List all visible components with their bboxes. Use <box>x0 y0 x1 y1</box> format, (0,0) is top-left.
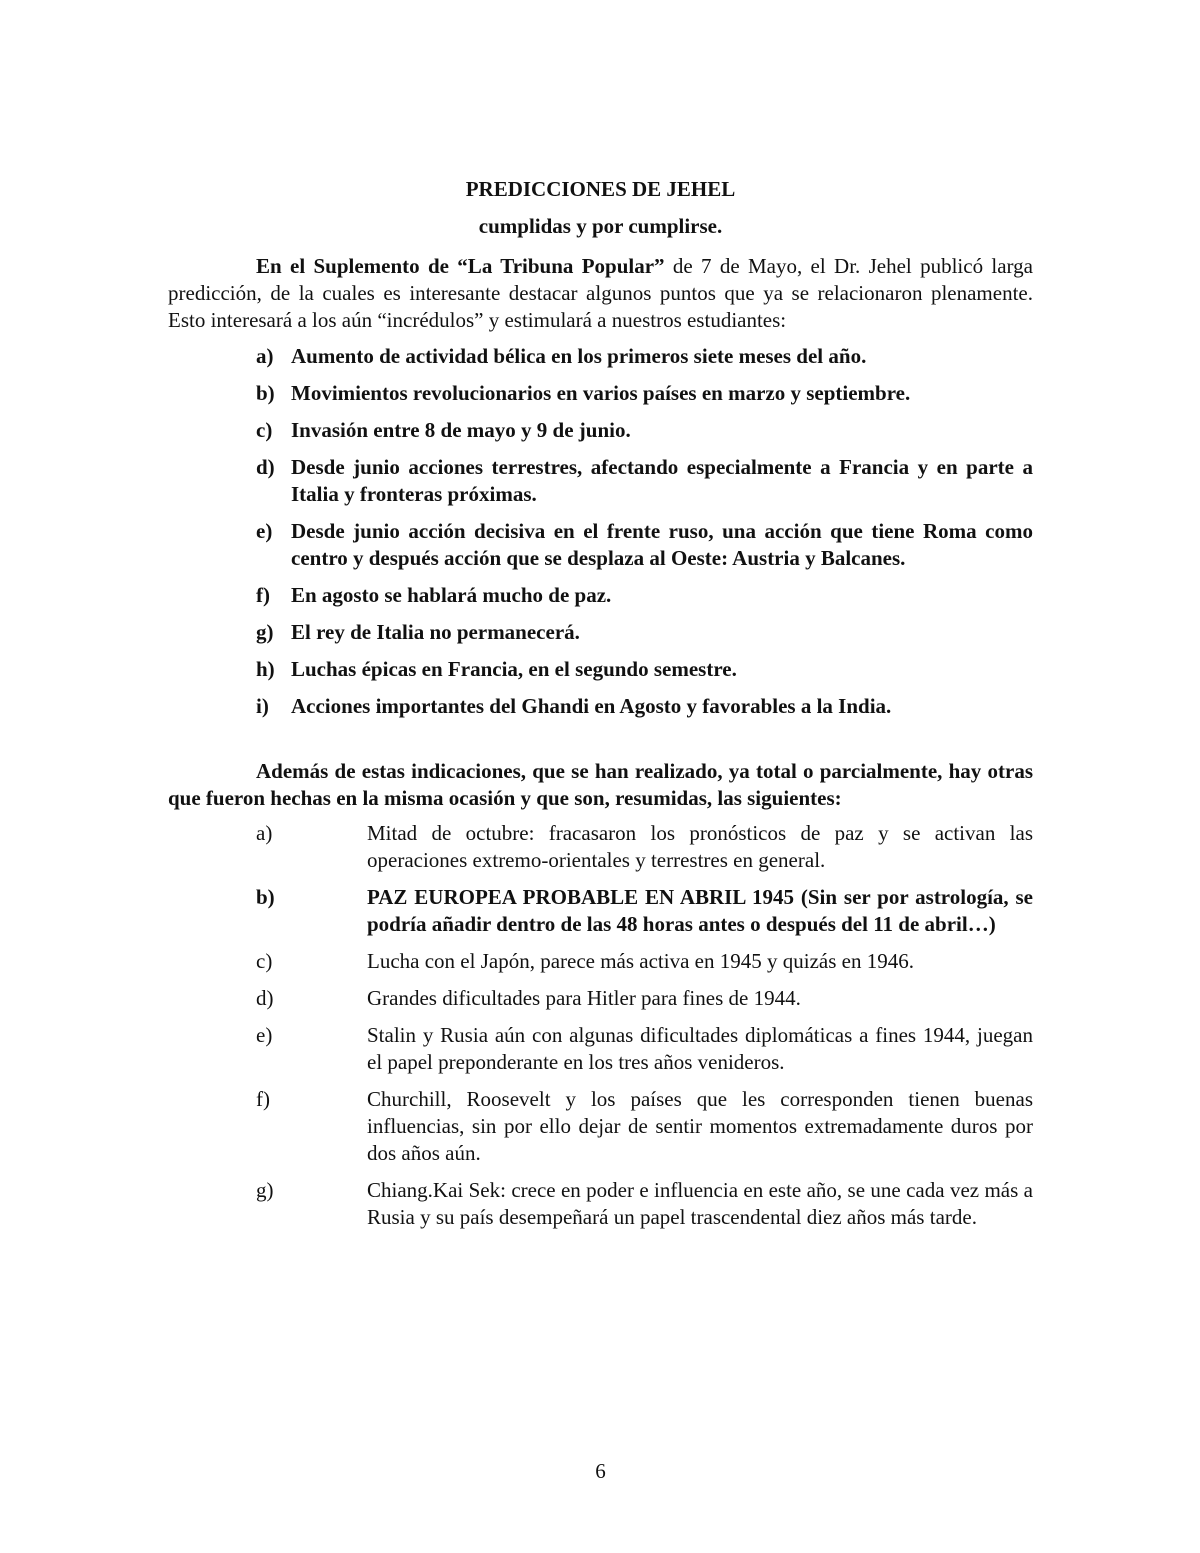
list-marker: h) <box>256 657 275 681</box>
list-marker: b) <box>256 381 275 405</box>
list-item <box>256 454 1033 508</box>
list-item <box>256 656 1033 683</box>
list-marker: d) <box>256 455 275 479</box>
list-item-text: Invasión entre 8 de mayo y 9 de junio. <box>291 418 631 442</box>
intro-lead: En el Suplemento de “La Tribuna Popular” <box>256 254 665 278</box>
list-item <box>256 948 1033 975</box>
list-item <box>256 1022 1033 1076</box>
list-item <box>256 380 1033 407</box>
list-item-highlighted <box>256 884 1033 938</box>
document-subtitle: cumplidas y por cumplirse. <box>478 214 723 238</box>
list-marker: c) <box>256 949 273 973</box>
list-item-text: Grandes dificultades para Hitler para fines de 1944. <box>367 986 801 1010</box>
list-item-text: Stalin y Rusia aún con algunas dificultades diplomáticas a fines 1944, juegan el papel preponderante en los tres años venideros. <box>367 1023 1033 1074</box>
second-paragraph-text: Además de estas indicaciones, que se han realizado, ya total o parcialmente, hay otras que fueron hechas en la misma ocasión y que son, resumidas, las siguientes: <box>168 759 1033 810</box>
list-item-text: Aumento de actividad bélica en los primeros siete meses del año. <box>291 344 867 368</box>
list-item-text: Movimientos revolucionarios en varios países en marzo y septiembre. <box>291 381 911 405</box>
list-item-text: Desde junio acción decisiva en el frente ruso, una acción que tiene Roma como centro y después acción que se desplaza al Oeste: Austria y Balcanes. <box>291 519 1033 570</box>
fulfilled-predictions-list <box>256 343 1033 730</box>
list-marker: g) <box>256 620 274 644</box>
intro-paragraph <box>168 253 1033 334</box>
list-item <box>256 343 1033 370</box>
list-item-text: El rey de Italia no permanecerá. <box>291 620 580 644</box>
second-paragraph <box>168 758 1033 812</box>
list-item <box>256 693 1033 720</box>
list-marker: a) <box>256 821 273 845</box>
list-item-text: Mitad de octubre: fracasaron los pronósticos de paz y se activan las operaciones extremo-orientales y terrestres en general. <box>367 821 1033 872</box>
list-item <box>256 417 1033 444</box>
list-item <box>256 820 1033 874</box>
intro-text: de 7 de Mayo, el Dr. Jehel publicó larga predicción, de la cuales es interesante destacar algunos puntos que ya se relacionaron plenamente. Esto interesará a los aún “incrédulos” y estimulará a nuestros estudiantes: <box>168 254 1033 332</box>
list-marker: g) <box>256 1178 274 1202</box>
list-item <box>256 518 1033 572</box>
list-marker: d) <box>256 986 274 1010</box>
list-item-text: Desde junio acciones terrestres, afectando especialmente a Francia y en parte a Italia y fronteras próximas. <box>291 455 1033 506</box>
list-item <box>256 1177 1033 1231</box>
pending-predictions-list <box>256 820 1033 1241</box>
list-marker: e) <box>256 1023 273 1047</box>
list-item <box>256 619 1033 646</box>
list-marker: c) <box>256 418 273 442</box>
list-marker: e) <box>256 519 273 543</box>
list-item-text: En agosto se hablará mucho de paz. <box>291 583 612 607</box>
list-marker: f) <box>256 583 270 607</box>
list-marker: f) <box>256 1087 270 1111</box>
list-item-text: Lucha con el Japón, parece más activa en 1945 y quizás en 1946. <box>367 949 914 973</box>
list-marker: b) <box>256 885 275 909</box>
list-item <box>256 985 1033 1012</box>
list-item-text: Acciones importantes del Ghandi en Agosto y favorables a la India. <box>291 694 892 718</box>
document-title: PREDICCIONES DE JEHEL <box>465 177 736 201</box>
list-item <box>256 582 1033 609</box>
list-marker: a) <box>256 344 274 368</box>
list-marker: i) <box>256 694 269 718</box>
list-item-text: Luchas épicas en Francia, en el segundo semestre. <box>291 657 737 681</box>
list-item-text: Chiang.Kai Sek: crece en poder e influencia en este año, se une cada vez más a Rusia y su país desempeñará un papel trascendental diez años más tarde. <box>367 1178 1033 1229</box>
list-item-text: PAZ EUROPEA PROBABLE EN ABRIL 1945 (Sin ser por astrología, se podría añadir dentro de las 48 horas antes o después del 11 de abril…) <box>367 885 1033 936</box>
list-item <box>256 1086 1033 1167</box>
page-number: 6 <box>595 1459 606 1483</box>
list-item-text: Churchill, Roosevelt y los países que les corresponden tienen buenas influencias, sin por ello dejar de sentir momentos extremadamente duros por dos años aún. <box>367 1087 1033 1165</box>
